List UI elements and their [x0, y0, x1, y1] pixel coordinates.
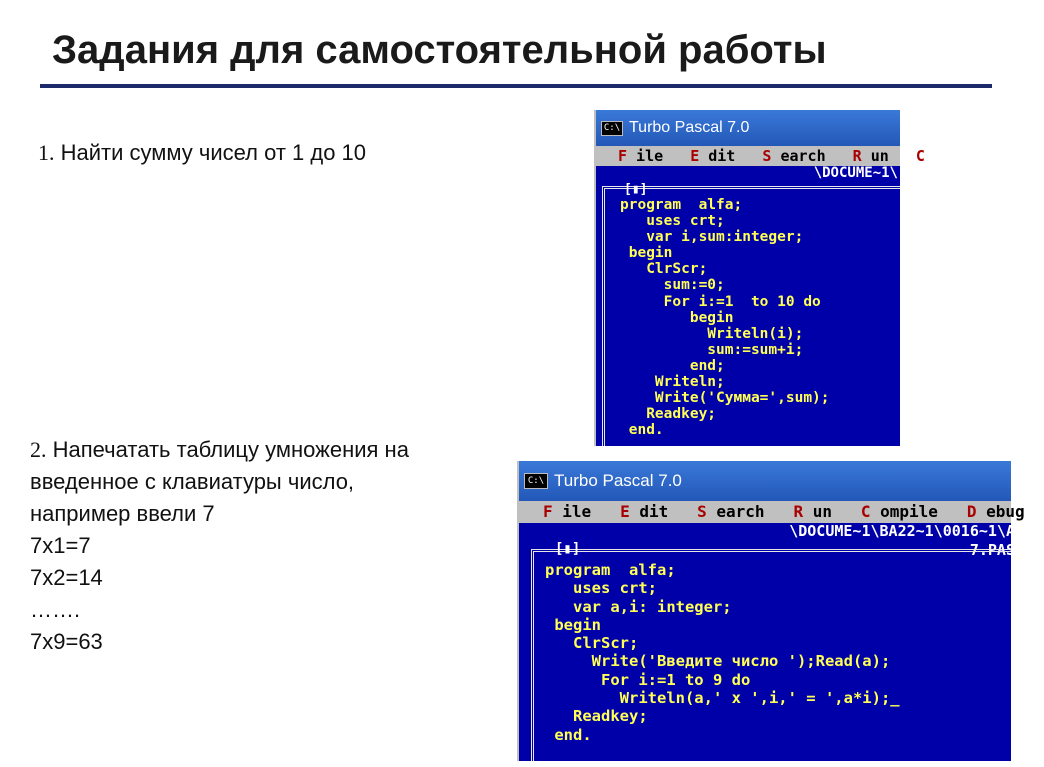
- menu-compile[interactable]: C: [915, 147, 925, 165]
- code-line: Writeln;: [620, 374, 725, 391]
- code-line: Writeln(i);: [620, 325, 804, 342]
- menu-file[interactable]: F ile: [618, 147, 664, 165]
- code-line: program alfa;: [545, 561, 676, 579]
- task-2-line: введенное с клавиатуры число,: [30, 469, 355, 494]
- code-line: begin: [620, 245, 673, 262]
- menu-bar: [596, 146, 925, 166]
- code-line: Readkey;: [620, 406, 717, 423]
- code-line: begin: [620, 309, 734, 326]
- code-line: sum:=0;: [620, 277, 725, 294]
- task-2-line: 2. Напечатать таблицу умножения на: [30, 437, 409, 462]
- menu-edit[interactable]: E dit: [620, 502, 669, 521]
- file-name: 7.PAS: [969, 541, 1015, 559]
- task-2-ellipsis: …….: [30, 597, 81, 622]
- menu-run[interactable]: R un: [852, 147, 889, 165]
- menu-edit[interactable]: E dit: [690, 147, 736, 165]
- code-line: Write('Введите число ');Read(a);: [545, 652, 891, 671]
- console-icon[interactable]: C:\: [524, 473, 548, 489]
- task-2-example-line: 7х2=14: [30, 565, 103, 590]
- title-underline: [40, 84, 992, 88]
- task-1: [38, 137, 366, 169]
- close-box-icon[interactable]: [▮]: [555, 541, 581, 557]
- close-box-icon[interactable]: [▮]: [624, 182, 648, 197]
- menu-debug[interactable]: D ebug: [966, 502, 1025, 521]
- task-2: [30, 434, 409, 658]
- code-line: uses crt;: [620, 213, 725, 230]
- code-editor[interactable]: [620, 197, 830, 438]
- menu-file[interactable]: F ile: [543, 502, 592, 521]
- code-editor[interactable]: [545, 561, 900, 744]
- turbo-pascal-window-1: [594, 110, 925, 446]
- code-line: sum:=sum+i;: [620, 341, 804, 358]
- menu-run[interactable]: R un: [793, 502, 832, 521]
- console-icon[interactable]: C:\: [601, 121, 623, 136]
- code-line: ClrScr;: [545, 634, 639, 653]
- code-line: end.: [620, 422, 664, 439]
- task-2-line: например ввели 7: [30, 501, 215, 526]
- menu-compile[interactable]: C ompile: [860, 502, 938, 521]
- window-title: Turbo Pascal 7.0: [629, 119, 750, 136]
- code-line: For i:=1 to 9 do: [545, 670, 751, 689]
- turbo-pascal-window-2: [517, 461, 1025, 761]
- task-2-example-line: 7х9=63: [30, 629, 103, 654]
- code-line: program alfa;: [620, 197, 743, 213]
- window-title: Turbo Pascal 7.0: [554, 471, 682, 490]
- menu-search[interactable]: S earch: [697, 502, 765, 521]
- slide-title: Задания для самостоятельной работы: [52, 28, 827, 72]
- code-line: For i:=1 to 10 do: [620, 293, 821, 310]
- code-line: var i,sum:integer;: [620, 229, 804, 246]
- task-1-text: Найти сумму чисел от 1 до 10: [60, 140, 367, 165]
- menu-search[interactable]: S earch: [762, 147, 826, 165]
- window-titlebar[interactable]: [596, 110, 900, 146]
- file-path: \DOCUME~1\: [813, 165, 898, 181]
- task-2-number: 2.: [30, 437, 47, 462]
- task-1-number: 1.: [38, 140, 55, 165]
- code-line: begin: [545, 615, 601, 634]
- file-path: \DOCUME~1\BA22~1\0016~1\A: [789, 522, 1015, 540]
- menu-bar: [519, 501, 1025, 523]
- code-line: Readkey;: [545, 707, 648, 726]
- code-line: end.: [545, 725, 592, 744]
- code-line: var a,i: integer;: [545, 597, 732, 616]
- window-titlebar[interactable]: [519, 461, 1011, 501]
- code-line: end;: [620, 357, 725, 374]
- code-line: Write('Сумма=',sum);: [620, 390, 830, 407]
- code-line: Writeln(a,' x ',i,' = ',a*i);_: [545, 689, 900, 708]
- code-line: ClrScr;: [620, 261, 708, 278]
- task-2-example-line: 7х1=7: [30, 533, 91, 558]
- code-line: uses crt;: [545, 579, 657, 598]
